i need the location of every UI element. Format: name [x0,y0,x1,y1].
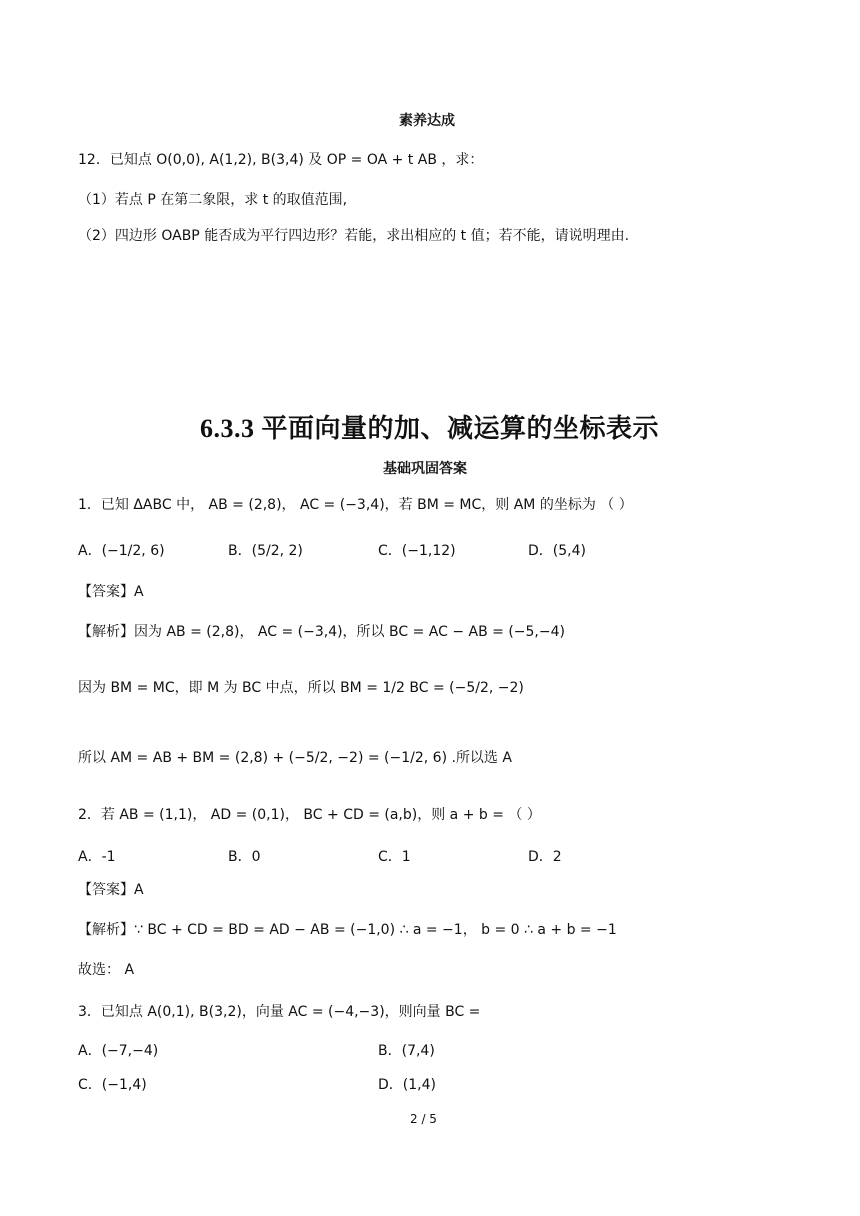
q12-part2: （2）四边形 OABP 能否成为平行四边形？若能，求出相应的 t 值；若不能，请说明理由. [78,228,630,244]
q2-analysis: 【解析】∵ BC + CD = BD = AD − AB = (−1,0) ∴ a = −1， b = 0 ∴ a + b = −1 [78,922,617,938]
q2-answer: 【答案】A [78,882,144,898]
q3-stem: 3．已知点 A(0,1), B(3,2)，向量 AC = (−4,−3)，则向量 BC = [78,1004,481,1020]
q2-option-d: D．2 [528,849,562,865]
q12-part1: （1）若点 P 在第二象限，求 t 的取值范围, [78,192,348,208]
q2-conclusion: 故选： A [78,962,135,978]
q2-option-c: C．1 [378,849,411,865]
q2-option-a: A．-1 [78,849,116,865]
q3-option-a: A．(−7,−4) [78,1043,159,1059]
section-heading: 素养达成 [399,113,455,129]
q1-answer: 【答案】A [78,584,144,600]
q3-option-d: D．(1,4) [378,1077,436,1093]
q1-option-d: D．(5,4) [528,543,586,559]
q3-option-b: B．(7,4) [378,1043,435,1059]
q1-analysis-line3: 所以 AM = AB + BM = (2,8) + (−5/2, −2) = (−1/2, 6) .所以选 A [78,750,512,766]
q1-option-c: C．(−1,12) [378,543,456,559]
q1-option-b: B．(5/2, 2) [228,543,303,559]
q12-stem: 12．已知点 O(0,0), A(1,2), B(3,4) 及 OP = OA + t AB ，求： [78,152,484,168]
q1-option-a: A．(−1/2, 6) [78,543,165,559]
lesson-subtitle: 基础巩固答案 [383,461,467,477]
q1-analysis-line1: 【解析】因为 AB = (2,8)， AC = (−3,4)，所以 BC = AC − AB = (−5,−4) [78,624,565,640]
q2-stem: 2．若 AB = (1,1)， AD = (0,1)， BC + CD = (a,b)，则 a + b = （ ） [78,807,541,823]
page-number: 2 / 5 [410,1112,437,1126]
q2-option-b: B．0 [228,849,261,865]
q1-analysis-line2: 因为 BM = MC，即 M 为 BC 中点，所以 BM = 1/2 BC = (−5/2, −2) [78,680,524,696]
lesson-title: 6.3.3 平面向量的加、减运算的坐标表示 [200,414,660,443]
q1-stem: 1．已知 ΔABC 中， AB = (2,8)， AC = (−3,4)，若 BM = MC，则 AM 的坐标为 （ ） [78,497,633,513]
q3-option-c: C．(−1,4) [78,1077,147,1093]
